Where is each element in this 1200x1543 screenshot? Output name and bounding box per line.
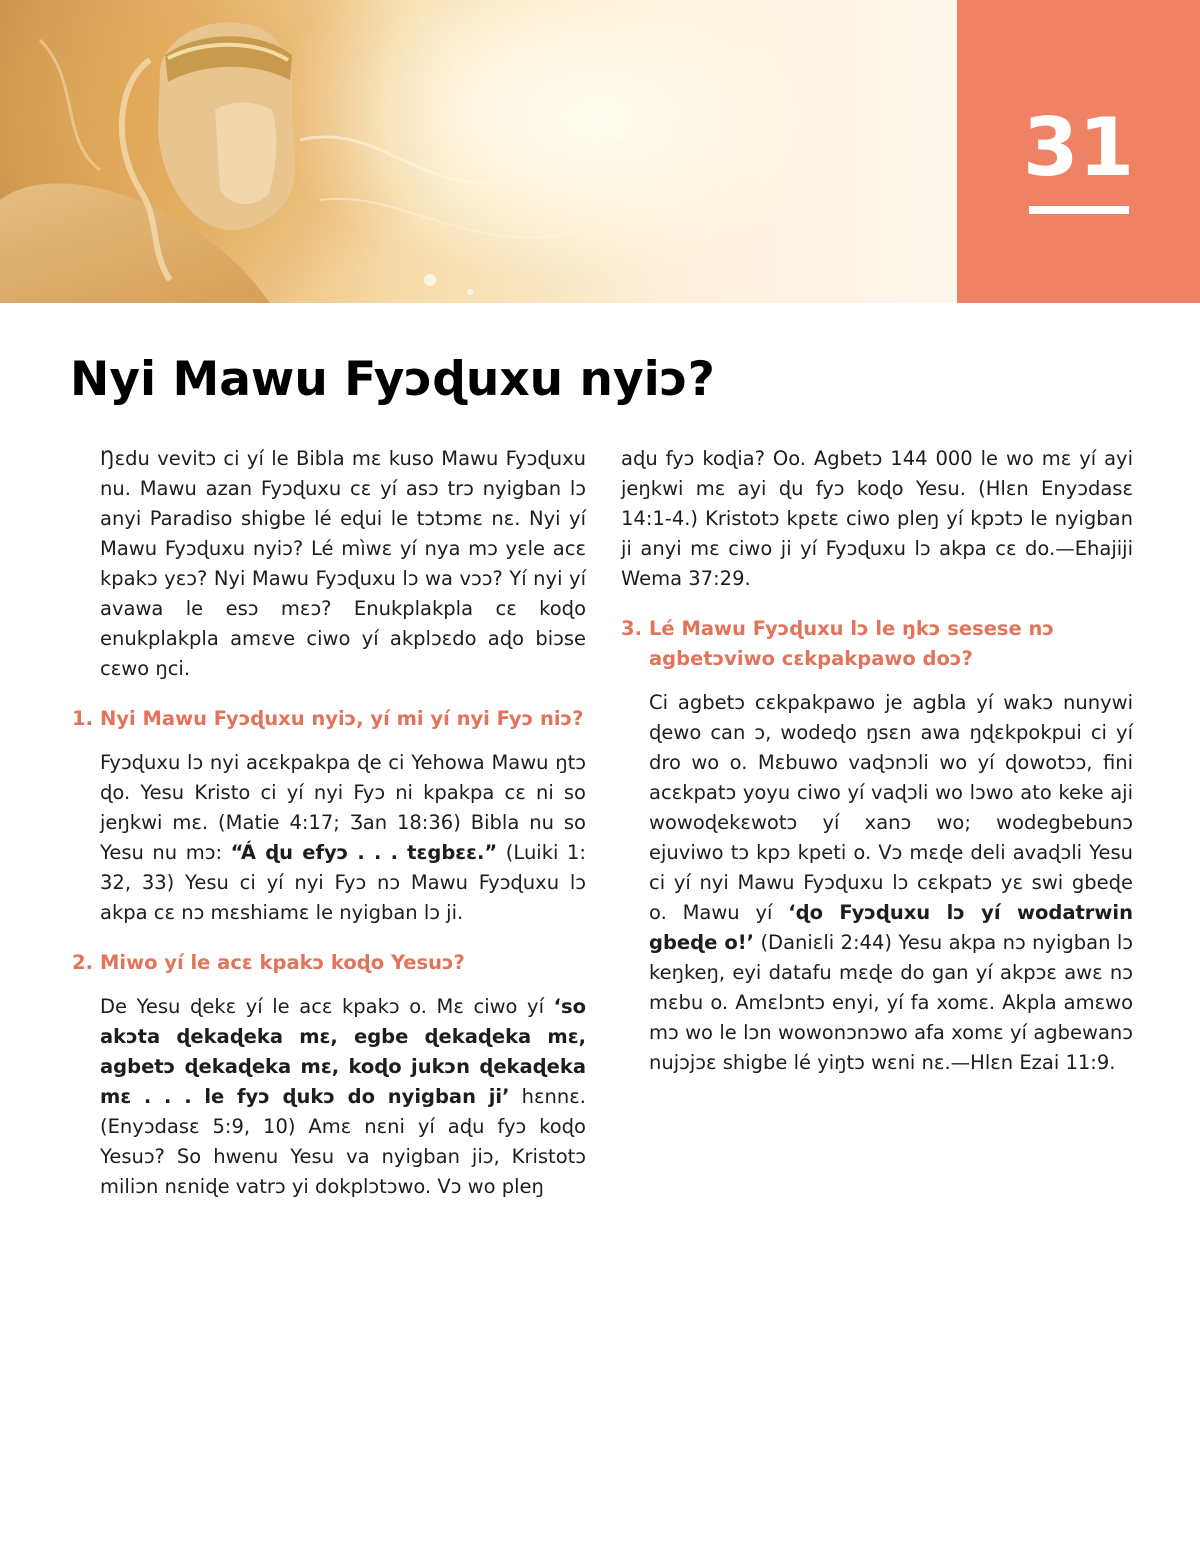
question-number: 3.: [621, 617, 642, 640]
intro-paragraph: Ŋɛdu vevitɔ ci yí le Bibla mɛ kuso Mawu Fyɔɖuxu nu. Mawu azan Fyɔɖuxu cɛ yí asɔ trɔ nyigban lɔ anyi Paradiso shigbe lé eɖui le tɔtɔmɛ nɛ. Nyi yí Mawu Fyɔɖuxu nyiɔ? Lé mìwɛ yí nya mɔ yɛle acɛ kpakɔ yɛɔ? Nyi Mawu Fyɔɖuxu lɔ wa vɔɔ? Yí nyi yí avawa le esɔ mɛɔ? Enukplakpla cɛ koɖo enukplakpla amɛve ciwo yí akplɔɛdo aɖo biɔse cɛwo ŋci.: [100, 447, 586, 680]
chapter-number: 31: [1022, 101, 1135, 194]
question-number: 2.: [72, 951, 93, 974]
question-2-heading: [72, 948, 586, 978]
question-text: Lé Mawu Fyɔɖuxu lɔ le ŋkɔ sesese nɔ agbetɔviwo cɛkpakpawo doɔ?: [649, 617, 1054, 670]
question-number: 1.: [72, 707, 93, 730]
right-column: [621, 444, 1133, 1078]
header-image: [0, 0, 957, 303]
page-title: Nyi Mawu Fyɔɖuxu nyiɔ?: [70, 352, 715, 407]
king-illustration: [0, 0, 957, 303]
bible-quote: “Á ɖu efyɔ . . . tɛgbɛɛ.”: [230, 841, 498, 864]
chapter-badge: [957, 0, 1200, 303]
bible-quote: ‘ɖo Fyɔɖuxu lɔ yí wodatrwin gbeɖe o!’: [649, 901, 1134, 954]
question-3-heading: [621, 614, 1133, 674]
question-1-heading: [72, 704, 586, 734]
question-text: Nyi Mawu Fyɔɖuxu nyiɔ, yí mi yí nyi Fyɔ niɔ?: [100, 707, 584, 730]
left-column: [72, 444, 586, 1202]
answer-3-paragraph: Ci agbetɔ cɛkpakpawo je agbla yí wakɔ nunywi ɖewo can ɔ, wodeɖo ŋsɛn awa ŋɖɛkpokpui ci yí dro wo o. Mɛbuwo vaɖɔnɔli wo yí ɖowotɔɔ, fini acɛkpatɔ yoyu ciwo yí vaɖɔli wo lɔwo ato keke aji wowoɖekɛwotɔ yí xanɔ wo; wodegbebunɔ ejuviwo tɔ kpɔ kpeti o. Vɔ mɛɖe deli avaɖɔli Yesu ci yí nyi Mawu Fyɔɖuxu lɔ cɛkpatɔ yɛ swi gbeɖe o. Mawu yí ‘ɖo Fyɔɖuxu lɔ yí wodatrwin gbeɖe o!’ (Daniɛli 2:44) Yesu akpa nɔ nyigban lɔ keŋkeŋ, eyi datafu mɛɖe do gan yí akpɔɛ awɛ nɔ mɛbu o. Amɛlɔntɔ enyi, yí fa xomɛ. Akpla amɛwo mɔ wo le lɔn wowonɔnɔwo afa xomɛ yí agbewanɔ nujɔjɔɛ shigbe lé yiŋtɔ wɛni nɛ.—Hlɛn Ezai 11:9.: [649, 691, 1134, 1074]
bible-quote: ‘so akɔta ɖekaɖeka mɛ, egbe ɖekaɖeka mɛ, agbetɔ ɖekaɖeka mɛ, koɖo jukɔn ɖekaɖeka mɛ . . . le fyɔ ɖukɔ do nyigban ji’: [100, 995, 586, 1108]
question-text: Miwo yí le acɛ kpakɔ koɖo Yesuɔ?: [100, 951, 465, 974]
chapter-underline: [1029, 206, 1129, 214]
answer-2-continuation: aɖu fyɔ koɖia? Oo. Agbetɔ 144 000 le wo mɛ yí ayi jeŋkwi mɛ ayi ɖu fyɔ koɖo Yesu. (Hlɛn Enyɔdasɛ 14:1-4.) Kristotɔ kpɛtɛ ciwo pleŋ yí kpɔtɔ le nyigban ji anyi mɛ ciwo ji yí Fyɔɖuxu lɔ akpa cɛ do.—Ehajiji Wema 37:29.: [621, 447, 1133, 590]
answer-2-paragraph: De Yesu ɖekɛ yí le acɛ kpakɔ o. Mɛ ciwo yí ‘so akɔta ɖekaɖeka mɛ, egbe ɖekaɖeka mɛ, agbetɔ ɖekaɖeka mɛ, koɖo jukɔn ɖekaɖeka mɛ . . . le fyɔ ɖukɔ do nyigban ji’ hɛnnɛ. (Enyɔdasɛ 5:9, 10) Amɛ nɛni yí aɖu fyɔ koɖo Yesuɔ? So hwenu Yesu va nyigban jiɔ, Kristotɔ miliɔn nɛniɖe vatrɔ yi dokplɔtɔwo. Vɔ wo pleŋ: [100, 995, 586, 1198]
answer-1-paragraph: Fyɔɖuxu lɔ nyi acɛkpakpa ɖe ci Yehowa Mawu ŋtɔ ɖo. Yesu Kristo ci yí nyi Fyɔ ni kpakpa cɛ ni so jeŋkwi mɛ. (Matie 4:17; Ʒan 18:36) Bibla nu so Yesu nu mɔ: “Á ɖu efyɔ . . . tɛgbɛɛ.” (Luiki 1: 32, 33) Yesu ci yí nyi Fyɔ nɔ Mawu Fyɔɖuxu lɔ akpa cɛ nɔ mɛshiamɛ le nyigban lɔ ji.: [100, 751, 586, 924]
